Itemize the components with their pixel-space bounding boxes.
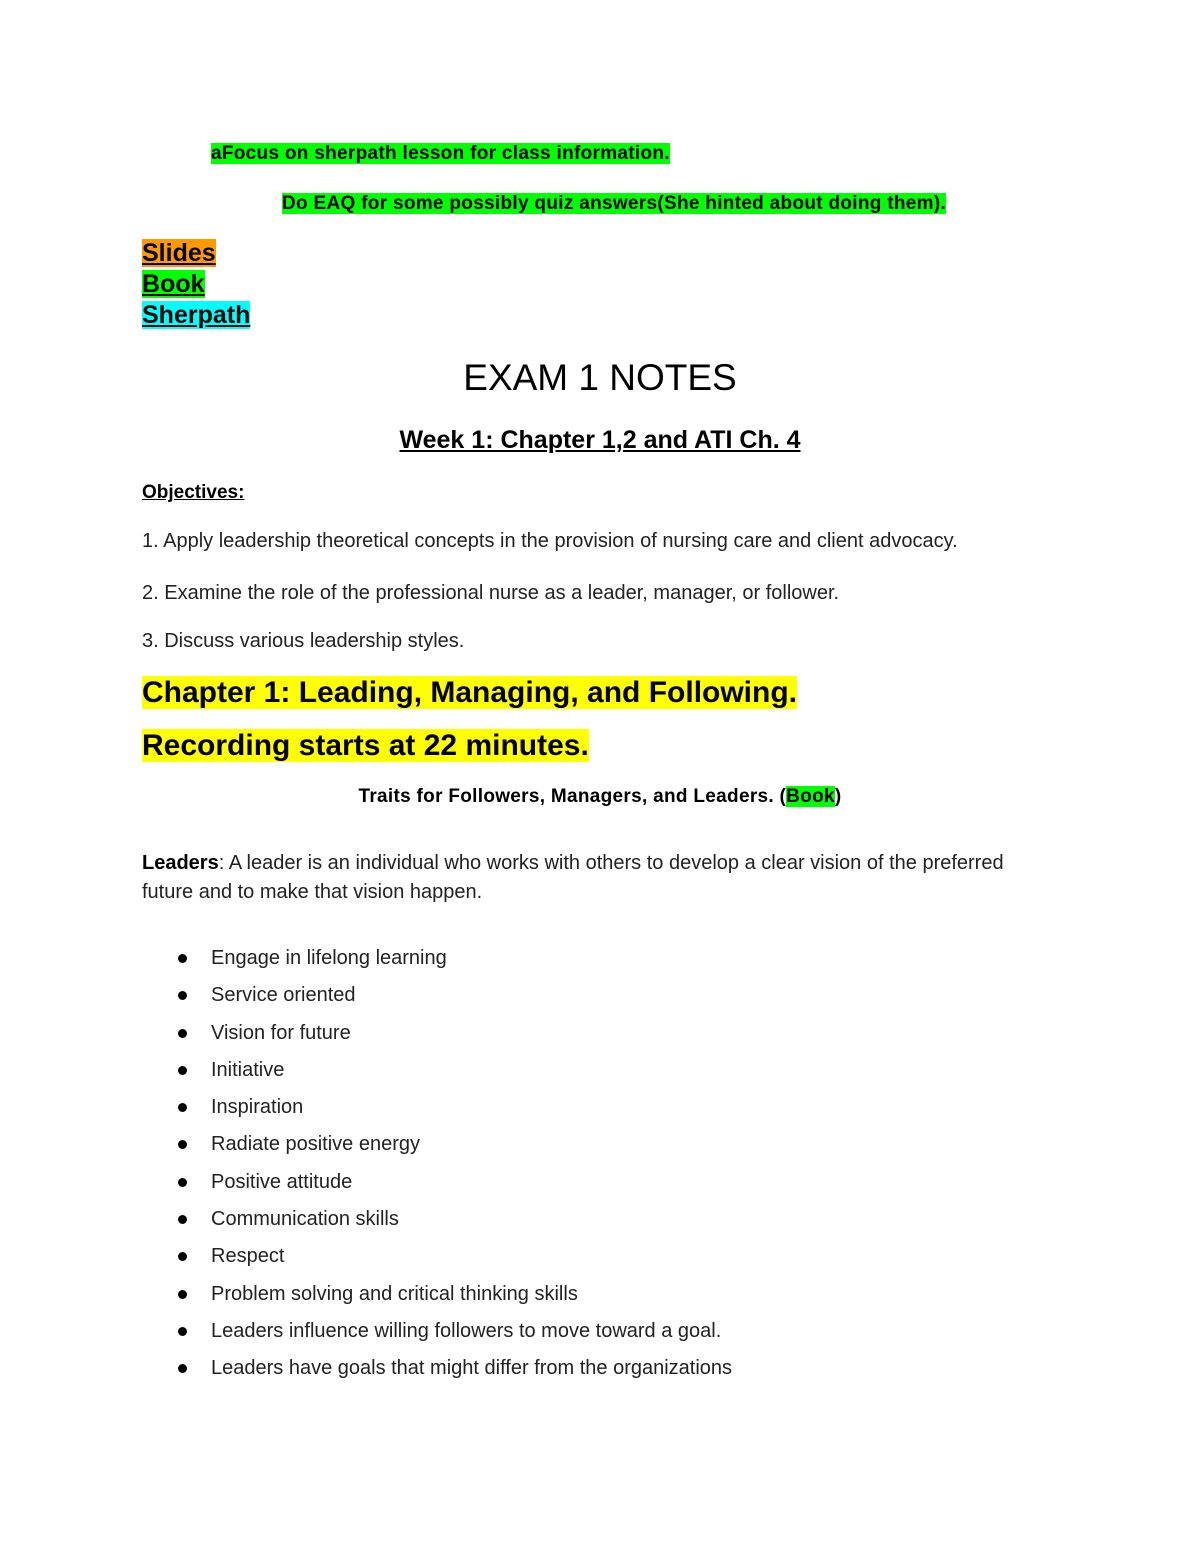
list-item bbox=[176, 1019, 732, 1056]
page-title: EXAM 1 NOTES bbox=[463, 357, 737, 398]
sherpath-link[interactable] bbox=[142, 301, 250, 330]
bullet-icon bbox=[178, 991, 187, 1000]
list-item bbox=[176, 1354, 732, 1391]
chapter-heading-text: Chapter 1: Leading, Managing, and Following. bbox=[142, 676, 798, 709]
list-item bbox=[176, 944, 732, 981]
sherpath-link-text: Sherpath bbox=[142, 301, 251, 329]
bullet-icon bbox=[178, 1215, 187, 1224]
bullet-icon bbox=[178, 954, 187, 963]
note-line-2-text: Do EAQ for some possibly quiz answers(She hinted about doing them). bbox=[282, 193, 947, 214]
list-item-text: Radiate positive energy bbox=[211, 1133, 421, 1156]
week-heading: Week 1: Chapter 1,2 and ATI Ch. 4 bbox=[399, 426, 801, 454]
list-item-text: Leaders influence willing followers to move toward a goal. bbox=[211, 1319, 722, 1342]
list-item-text: Inspiration bbox=[211, 1096, 304, 1119]
bullet-icon bbox=[178, 1066, 187, 1075]
chapter-heading bbox=[142, 676, 797, 710]
objective-item-3: 3. Discuss various leadership styles. bbox=[142, 630, 465, 652]
list-item-text: Positive attitude bbox=[211, 1170, 353, 1193]
list-item-text: Engage in lifelong learning bbox=[211, 947, 447, 969]
note-line-1-text: aFocus on sherpath lesson for class information. bbox=[211, 143, 670, 164]
list-item-text: Service oriented bbox=[211, 984, 356, 1007]
book-link-text: Book bbox=[142, 270, 205, 298]
recording-note bbox=[142, 729, 589, 763]
bullet-icon bbox=[178, 1103, 187, 1112]
slides-link[interactable] bbox=[142, 239, 216, 268]
recording-note-text: Recording starts at 22 minutes. bbox=[142, 729, 589, 762]
traits-heading-prefix: Traits for Followers, Managers, and Leaders. ( bbox=[358, 786, 787, 807]
list-item-text: Vision for future bbox=[211, 1021, 351, 1044]
list-item bbox=[176, 1280, 732, 1317]
bullet-icon bbox=[178, 1029, 187, 1038]
leaders-definition bbox=[142, 849, 1042, 907]
list-item bbox=[176, 1093, 732, 1130]
leaders-traits-list bbox=[176, 944, 732, 1392]
objectives-label: Objectives: bbox=[142, 482, 245, 503]
bullet-icon bbox=[178, 1252, 187, 1261]
objective-item-1: 1. Apply leadership theoretical concepts in the provision of nursing care and client advocacy. bbox=[142, 530, 958, 552]
objective-item-2: 2. Examine the role of the professional nurse as a leader, manager, or follower. bbox=[142, 582, 840, 604]
list-item bbox=[176, 1056, 732, 1093]
leaders-definition-text: : A leader is an individual who works with others to develop a clear vision of the preferred future and to make that vision happen. bbox=[142, 852, 1004, 903]
list-item-text: Initiative bbox=[211, 1058, 285, 1081]
bullet-icon bbox=[178, 1364, 187, 1373]
bullet-icon bbox=[178, 1178, 187, 1187]
list-item bbox=[176, 1168, 732, 1205]
bullet-icon bbox=[178, 1290, 187, 1299]
bullet-icon bbox=[178, 1140, 187, 1149]
list-item bbox=[176, 1130, 732, 1167]
list-item bbox=[176, 1317, 732, 1354]
list-item-text: Respect bbox=[211, 1245, 285, 1268]
bullet-icon bbox=[178, 1327, 187, 1336]
note-line-2 bbox=[282, 193, 946, 215]
list-item bbox=[176, 981, 732, 1018]
book-link[interactable] bbox=[142, 270, 205, 299]
traits-book-highlight: Book bbox=[786, 786, 835, 807]
note-line-1 bbox=[211, 143, 670, 165]
leaders-term: Leaders bbox=[142, 852, 219, 874]
list-item-text: Leaders have goals that might differ from the organizations bbox=[211, 1357, 733, 1380]
list-item-text: Problem solving and critical thinking skills bbox=[211, 1282, 578, 1305]
list-item-text: Communication skills bbox=[211, 1208, 399, 1231]
slides-link-text: Slides bbox=[142, 239, 216, 267]
list-item bbox=[176, 1242, 732, 1279]
traits-heading bbox=[0, 786, 1200, 808]
list-item bbox=[176, 1205, 732, 1242]
traits-heading-suffix: ) bbox=[834, 786, 842, 807]
